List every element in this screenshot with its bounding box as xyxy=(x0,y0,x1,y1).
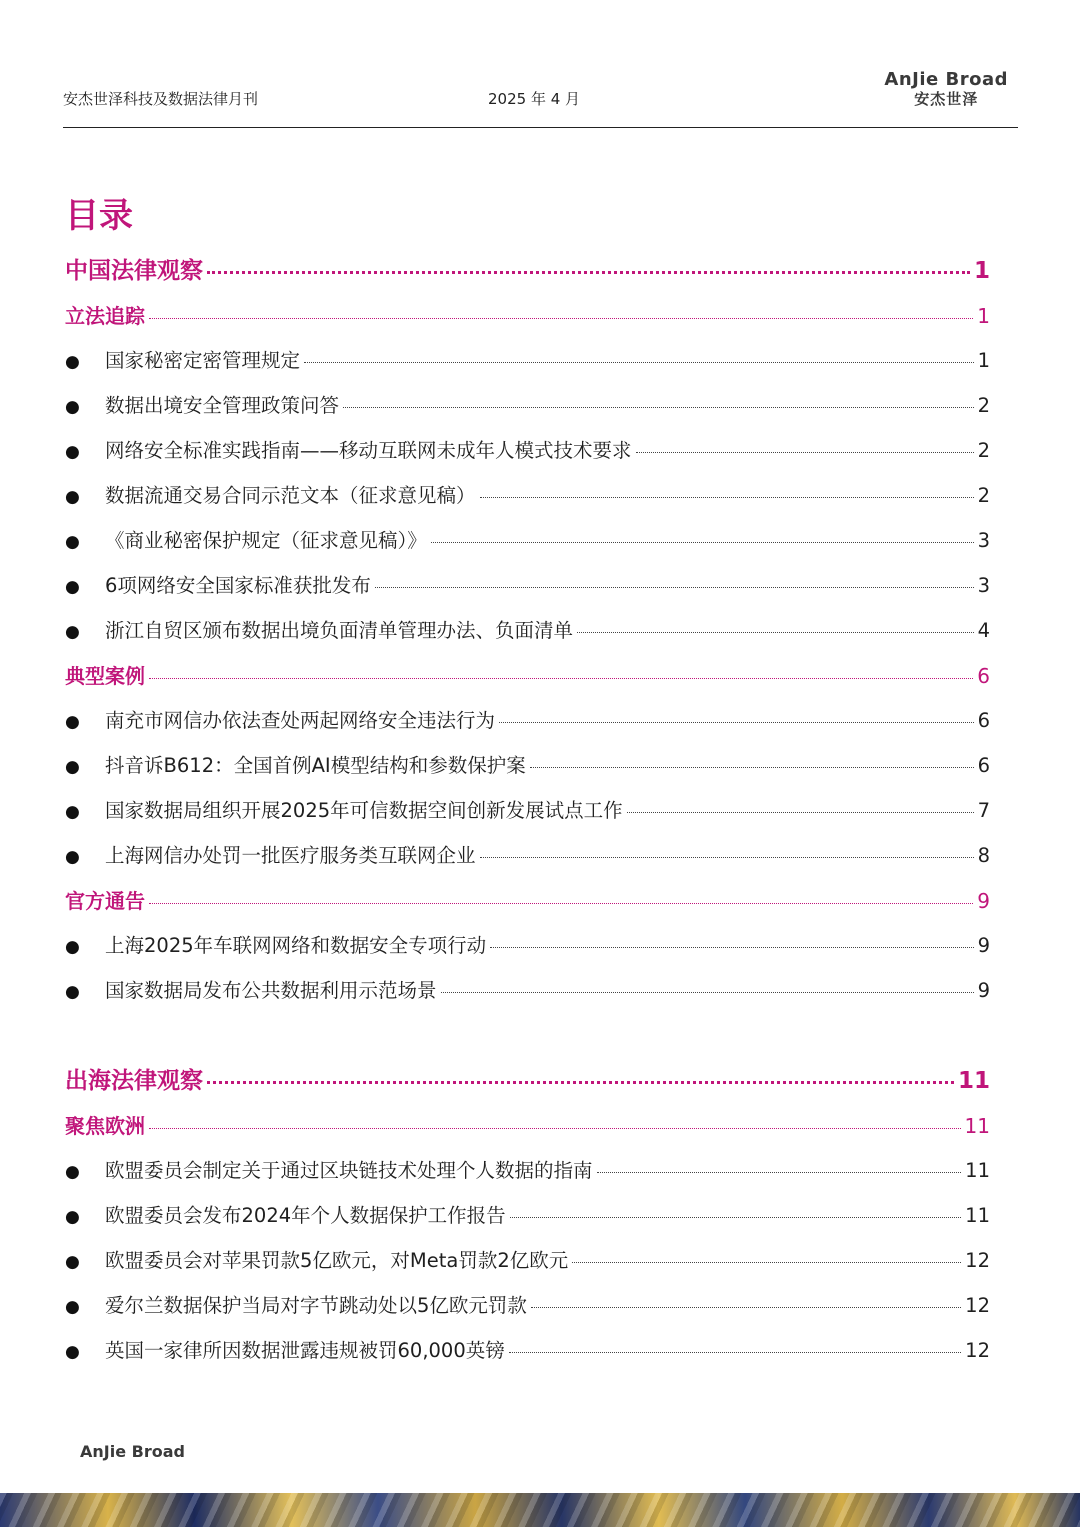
logo-english: AnJie Broad xyxy=(884,69,1008,90)
toc-entry-page: 1 xyxy=(977,349,990,372)
toc-section-heading[interactable] xyxy=(65,885,990,925)
toc-entry-page: 3 xyxy=(977,574,990,597)
page-header xyxy=(63,70,1018,128)
toc-entry-page: 9 xyxy=(977,979,990,1002)
toc-entry-page: 12 xyxy=(965,1339,990,1362)
toc-entry-page: 9 xyxy=(977,934,990,957)
toc-entry-label: 欧盟委员会发布2024年个人数据保护工作报告 xyxy=(105,1204,506,1227)
toc-entry-page: 11 xyxy=(957,1068,990,1094)
bullet-icon: ● xyxy=(65,1162,80,1182)
toc-entry-page: 2 xyxy=(977,484,990,507)
toc-entry-label: 网络安全标准实践指南——移动互联网未成年人模式技术要求 xyxy=(105,439,632,462)
toc-entry-label: 聚焦欧洲 xyxy=(65,1114,145,1138)
bullet-icon: ● xyxy=(65,937,80,957)
bullet-icon: ● xyxy=(65,712,80,732)
toc-major-heading[interactable] xyxy=(65,252,990,296)
dot-leader xyxy=(480,497,974,498)
dot-leader xyxy=(577,632,974,633)
toc-item[interactable] xyxy=(65,480,990,520)
dot-leader xyxy=(510,1217,962,1218)
toc-entry-label: 上海网信办处罚一批医疗服务类互联网企业 xyxy=(105,844,476,867)
bullet-icon: ● xyxy=(65,1342,80,1362)
toc-item[interactable] xyxy=(65,390,990,430)
dot-leader xyxy=(499,722,974,723)
toc-item[interactable] xyxy=(65,750,990,790)
toc-item[interactable] xyxy=(65,930,990,970)
toc-item[interactable] xyxy=(65,1200,990,1240)
toc-entry-label: 爱尔兰数据保护当局对字节跳动处以5亿欧元罚款 xyxy=(105,1294,527,1317)
toc-entry-page: 11 xyxy=(964,1114,990,1138)
toc-entry-label: 典型案例 xyxy=(65,664,145,688)
logo-chinese: 安杰世泽 xyxy=(914,90,979,108)
toc-entry-label: 《商业秘密保护规定（征求意见稿）》 xyxy=(105,529,427,552)
toc-item[interactable] xyxy=(65,525,990,565)
toc-entry-label: 抖音诉B612：全国首例AI模型结构和参数保护案 xyxy=(105,754,526,777)
toc-entry-label: 国家秘密定密管理规定 xyxy=(105,349,301,372)
bullet-icon: ● xyxy=(65,1252,80,1272)
toc-title: 目录 xyxy=(65,196,133,236)
bullet-icon: ● xyxy=(65,802,80,822)
toc-entry-page: 4 xyxy=(977,619,990,642)
publication-title: 安杰世泽科技及数据法律月刊 xyxy=(63,90,259,108)
toc-entry-page: 12 xyxy=(965,1294,990,1317)
toc-entry-label: 浙江自贸区颁布数据出境负面清单管理办法、负面清单 xyxy=(105,619,574,642)
toc-item[interactable] xyxy=(65,345,990,385)
toc-entry-page: 6 xyxy=(977,754,990,777)
toc-entry-label: 欧盟委员会制定关于通过区块链技术处理个人数据的指南 xyxy=(105,1159,593,1182)
dot-leader xyxy=(597,1172,962,1173)
toc-item[interactable] xyxy=(65,705,990,745)
dot-leader xyxy=(490,947,973,948)
toc-entry-page: 12 xyxy=(965,1249,990,1272)
bullet-icon: ● xyxy=(65,442,80,462)
toc-item[interactable] xyxy=(65,570,990,610)
toc-entry-label: 国家数据局发布公共数据利用示范场景 xyxy=(105,979,437,1002)
bullet-icon: ● xyxy=(65,982,80,1002)
bullet-icon: ● xyxy=(65,397,80,417)
toc-entry-label: 欧盟委员会对苹果罚款5亿欧元，对Meta罚款2亿欧元 xyxy=(105,1249,569,1272)
bullet-icon: ● xyxy=(65,352,80,372)
toc-entry-page: 1 xyxy=(977,304,990,328)
toc-entry-page: 8 xyxy=(977,844,990,867)
publication-date: 2025 年 4 月 xyxy=(488,90,581,108)
bullet-icon: ● xyxy=(65,757,80,777)
bullet-icon: ● xyxy=(65,847,80,867)
toc-item[interactable] xyxy=(65,795,990,835)
toc-entry-page: 11 xyxy=(965,1204,990,1227)
bullet-icon: ● xyxy=(65,622,80,642)
bullet-icon: ● xyxy=(65,532,80,552)
dot-leader xyxy=(207,1081,954,1084)
dot-leader xyxy=(509,1352,961,1353)
toc-item[interactable] xyxy=(65,1155,990,1195)
dot-leader xyxy=(480,857,974,858)
dot-leader xyxy=(627,812,974,813)
dot-leader xyxy=(431,542,974,543)
toc-entry-label: 中国法律观察 xyxy=(65,258,203,284)
toc-item[interactable] xyxy=(65,435,990,475)
dot-leader xyxy=(441,992,974,993)
dot-leader xyxy=(149,318,973,319)
toc-entry-label: 数据出境安全管理政策问答 xyxy=(105,394,340,417)
toc-entry-page: 2 xyxy=(977,439,990,462)
header-logo xyxy=(884,70,1008,108)
decorative-art-band xyxy=(0,1493,1080,1527)
dot-leader xyxy=(207,271,970,274)
toc-section-heading[interactable] xyxy=(65,660,990,700)
toc-section-heading[interactable] xyxy=(65,1110,990,1150)
dot-leader xyxy=(149,678,973,679)
toc-entry-label: 官方通告 xyxy=(65,889,145,913)
toc-entry-label: 国家数据局组织开展2025年可信数据空间创新发展试点工作 xyxy=(105,799,623,822)
toc-entry-page: 9 xyxy=(977,889,990,913)
dot-leader xyxy=(375,587,974,588)
toc-item[interactable] xyxy=(65,615,990,655)
toc-entry-page: 11 xyxy=(965,1159,990,1182)
toc-entry-label: 英国一家律所因数据泄露违规被罚60,000英镑 xyxy=(105,1339,505,1362)
toc-entry-label: 6项网络安全国家标准获批发布 xyxy=(105,574,371,597)
dot-leader xyxy=(531,1307,961,1308)
footer-logo: AnJie Broad xyxy=(80,1442,185,1461)
toc-entry-page: 1 xyxy=(973,258,990,284)
bullet-icon: ● xyxy=(65,1207,80,1227)
toc-major-heading[interactable] xyxy=(65,1062,990,1106)
toc-entry-page: 2 xyxy=(977,394,990,417)
toc-entry-page: 6 xyxy=(977,709,990,732)
toc-entry-label: 立法追踪 xyxy=(65,304,145,328)
dot-leader xyxy=(304,362,974,363)
toc-entry-label: 数据流通交易合同示范文本（征求意见稿） xyxy=(105,484,476,507)
toc-section-heading[interactable] xyxy=(65,300,990,340)
dot-leader xyxy=(530,767,974,768)
toc-item[interactable] xyxy=(65,1290,990,1330)
toc-entry-page: 6 xyxy=(977,664,990,688)
bullet-icon: ● xyxy=(65,1297,80,1317)
dot-leader xyxy=(343,407,974,408)
toc-entry-page: 3 xyxy=(977,529,990,552)
bullet-icon: ● xyxy=(65,577,80,597)
toc-item[interactable] xyxy=(65,975,990,1015)
bullet-icon: ● xyxy=(65,487,80,507)
toc-entry-label: 出海法律观察 xyxy=(65,1068,203,1094)
toc-entry-label: 南充市网信办依法查处两起网络安全违法行为 xyxy=(105,709,496,732)
toc-item[interactable] xyxy=(65,1335,990,1375)
toc-entry-label: 上海2025年车联网网络和数据安全专项行动 xyxy=(105,934,487,957)
dot-leader xyxy=(636,452,974,453)
dot-leader xyxy=(572,1262,961,1263)
toc-entry-page: 7 xyxy=(977,799,990,822)
dot-leader xyxy=(149,1128,961,1129)
toc-item[interactable] xyxy=(65,1245,990,1285)
dot-leader xyxy=(149,903,973,904)
toc-item[interactable] xyxy=(65,840,990,880)
